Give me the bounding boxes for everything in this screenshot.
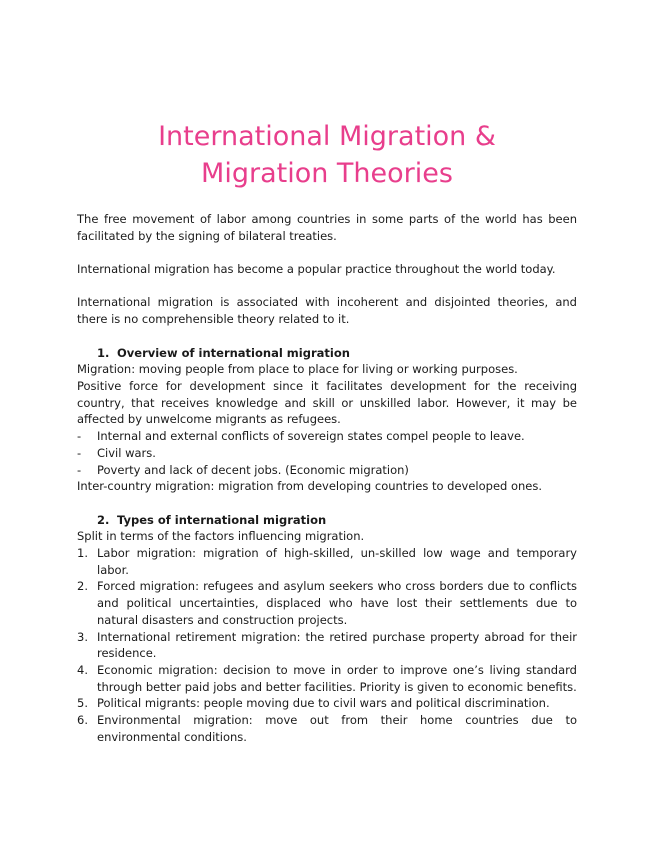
list-item-text: Forced migration: refugees and asylum seekers who cross borders due to conflicts and political uncertainties, displaced who have lost their settlements due to natural disasters and construction projects. — [97, 579, 577, 627]
list-item-text: Political migrants: people moving due to civil wars and political discrimination. — [97, 696, 550, 711]
list-item-text: Internal and external conflicts of sovereign states compel people to leave. — [97, 429, 525, 444]
section-types — [77, 512, 577, 746]
spacer — [77, 495, 577, 512]
numbered-list — [77, 545, 577, 745]
list-item-text: Environmental migration: move out from their home countries due to environmental conditions. — [97, 713, 577, 744]
paragraph: Positive force for development since it facilitates development for the receiving country, that receives knowledge and skill or unskilled labor. However, it may be affected by unwelcome migrants as refugees. — [77, 378, 577, 427]
paragraph: Migration: moving people from place to place for living or working purposes. — [77, 362, 518, 377]
list-item-text: Civil wars. — [97, 445, 156, 460]
title-line-1: International Migration & — [158, 121, 496, 152]
list-item — [77, 462, 577, 479]
dash-list — [77, 428, 577, 478]
paragraph: Split in terms of the factors influencing migration. — [77, 529, 365, 544]
dash-marker: - — [77, 429, 82, 444]
list-item — [77, 445, 577, 462]
list-number: 5. — [77, 696, 88, 711]
list-item — [77, 428, 577, 445]
section-heading — [77, 512, 577, 529]
dash-marker: - — [77, 462, 82, 477]
intro-paragraph-2: International migration has become a popular practice throughout the world today. — [77, 262, 556, 277]
section-heading-text: Overview of international migration — [117, 345, 350, 360]
section-number: 1. — [97, 345, 110, 360]
list-item-text: International retirement migration: the retired purchase property abroad for their residence. — [97, 629, 577, 661]
section-number: 2. — [97, 512, 110, 527]
list-number: 4. — [77, 662, 88, 677]
list-item-text: Poverty and lack of decent jobs. (Economic migration) — [97, 462, 409, 477]
list-item-text: Economic migration: decision to move in order to improve one’s living standard through better paid jobs and better facilities. Priority is given to economic benefits. — [97, 662, 577, 694]
list-item — [77, 545, 577, 578]
list-number: 6. — [77, 713, 88, 728]
list-item — [77, 578, 577, 628]
list-item-text: Labor migration: migration of high-skilled, un-skilled low wage and temporary labor. — [97, 546, 577, 577]
section-heading-text: Types of international migration — [117, 512, 327, 527]
title-line-2: Migration Theories — [201, 158, 453, 189]
list-item — [77, 629, 577, 662]
section-heading — [77, 345, 577, 362]
dash-marker: - — [77, 445, 82, 460]
list-number: 3. — [77, 629, 88, 644]
list-number: 2. — [77, 579, 88, 594]
intro-paragraph-3: International migration is associated with incoherent and disjointed theories, and there is no comprehensible theory related to it. — [77, 295, 577, 327]
section-overview — [77, 345, 577, 495]
document-title — [77, 118, 577, 192]
paragraph: Inter-country migration: migration from developing countries to developed ones. — [77, 479, 543, 494]
list-item — [77, 695, 577, 712]
list-item — [77, 662, 577, 695]
intro-paragraph-1: The free movement of labor among countries in some parts of the world has been facilitated by the signing of bilateral treaties. — [77, 212, 577, 243]
list-item — [77, 712, 577, 745]
list-number: 1. — [77, 546, 88, 560]
